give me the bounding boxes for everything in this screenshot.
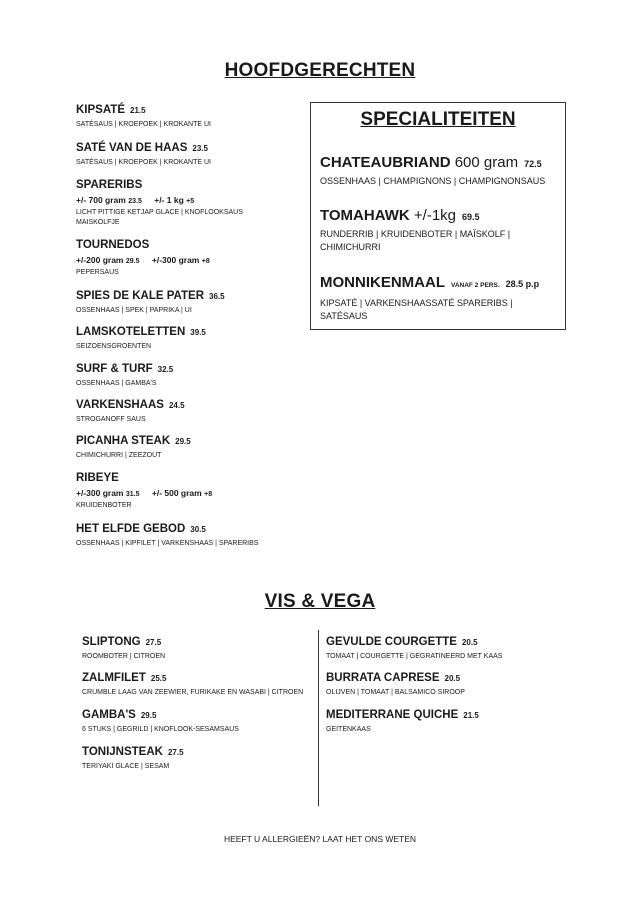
item-price: 21.5 [130,106,146,115]
menu-item [76,398,185,425]
item-description: TERIYAKI GLACE | SESAM [82,763,170,770]
special-name: CHATEAUBRIAND [320,154,451,171]
option-weight: +/-300 gram [76,488,124,498]
item-name: VARKENSHAAS [76,399,164,411]
specials-heading: SPECIALITEITEN [360,109,516,130]
item-name: LAMSKOTELETTEN [76,326,186,338]
menu-item [76,103,211,130]
item-name: MEDITERRANE QUICHE [326,709,459,721]
menu-item [82,708,239,735]
item-name: RIBEYE [76,472,119,484]
item-name: TONIJNSTEAK [82,746,163,758]
item-price: 32.5 [157,365,174,374]
special-detail: +/-1kg [413,207,456,224]
option-weight: +/- 1 kg [154,195,184,205]
special-description: RUNDERRIB | KRUIDENBOTER | MAÏSKOLF | CHIMICHURRI [320,229,511,252]
option-weight: +/-200 gram [76,255,124,265]
item-name: HET ELFDE GEBOD [76,523,186,535]
item-price: 30.5 [190,525,206,534]
option-weight: +/-300 gram [151,255,200,265]
item-name: SLIPTONG [82,636,141,648]
item-name: GAMBA'S [82,709,136,721]
special-item [320,274,560,322]
item-name: SPARERIBS [76,179,143,191]
item-description: OSSENHAAS | GAMBA'S [76,380,157,387]
item-price: 20.5 [461,638,478,647]
item-description: GEITENKAAS [326,726,371,733]
option-weight: +/- 700 gram [76,195,126,205]
special-description: KIPSATÉ | VARKENSHAASSATÉ SPARERIBS | SATÉSAUS [320,298,513,321]
option-price: +8 [201,258,210,265]
item-name: SATÉ VAN DE HAAS [76,142,188,154]
item-name: BURRATA CAPRESE [326,672,440,684]
menu-item [326,671,465,698]
menu-item [76,362,173,389]
menu-item [82,745,184,772]
column-divider [318,630,319,806]
item-description: ROOMBOTER | CITROEN [82,653,166,660]
item-price: 23.5 [192,144,208,153]
special-detail: 600 gram [454,154,519,171]
menu-item [76,141,211,168]
special-item [320,154,560,188]
item-name: SPIES DE KALE PATER [76,290,205,302]
special-price: 28.5 p.p [505,279,540,289]
special-name: MONNIKENMAAL [320,274,445,291]
special-name: TOMAHAWK [320,207,410,224]
item-price: 36.5 [209,292,225,301]
item-description: SATÉSAUS | KROEPOEK | KROKANTE UI [76,121,211,128]
specials-box [310,102,566,330]
menu-item [76,434,191,461]
item-description: LICHT PITTIGE KETJAP GLACE | KNOFLOOKSAUS [76,209,243,216]
item-name: GEVULDE COURGETTE [326,636,457,648]
item-description: TOMAAT | COURGETTE | GEGRATINEERD MET KAAS [326,653,503,660]
item-description: CHIMICHURRI | ZEEZOUT [76,452,162,459]
item-description: KRUIDENBOTER [76,502,132,509]
menu-item [76,325,206,352]
item-price: 29.5 [175,437,191,446]
item-name: TOURNEDOS [76,239,150,251]
special-description: OSSENHAAS | CHAMPIGNONS | CHAMPIGNONSAUS [320,176,546,186]
item-price: 27.5 [145,638,162,647]
item-description: 6 STUKS | GEGRILD | KNOFLOOK-SESAMSAUS [82,726,239,733]
option-price: 29.5 [125,258,140,265]
special-item [320,207,560,253]
item-description: SEIZOENSGROENTEN [76,343,152,350]
option-price: +8 [204,491,213,498]
menu-item [76,522,258,549]
item-name: KIPSATÉ [76,104,125,116]
item-description: OSSENHAAS | SPEK | PAPRIKA | UI [76,307,192,314]
special-price: 69.5 [462,212,480,222]
item-description: OSSENHAAS | KIPFILET | VARKENSHAAS | SPARERIBS [76,540,259,547]
menu-item [82,671,303,698]
item-description: CRUMBLE LAAG VAN ZEEWIER, FURIKAKE EN WASABI | CITROEN [82,689,304,696]
special-price: 72.5 [524,159,542,169]
menu-item [326,708,479,735]
item-price: 20.5 [444,674,461,683]
item-name: SURF & TURF [76,363,153,375]
fish-veg-heading: VIS & VEGA [264,591,376,612]
main-dishes-heading: HOOFDGERECHTEN [224,60,416,81]
menu-item [82,635,165,662]
option-price: 23.5 [128,198,142,205]
allergy-notice: HEEFT U ALLERGIEËN? LAAT HET ONS WETEN [223,834,417,844]
item-description: MAISKOLFJE [76,219,120,226]
item-description: SATÉSAUS | KROEPOEK | KROKANTE UI [76,159,211,166]
menu-item [76,471,212,511]
option-weight: +/- 500 gram [151,488,202,498]
option-price: 31.5 [125,491,140,498]
option-price: +5 [186,198,195,205]
item-price: 25.5 [150,674,167,683]
item-price: 21.5 [463,711,479,720]
menu-item [326,635,502,662]
item-name: ZALMFILET [82,672,146,684]
item-description: OLIJVEN | TOMAAT | BALSAMICO SIROOP [326,689,465,696]
menu-item [76,289,225,316]
item-description: STROGANOFF SAUS [76,416,146,423]
item-name: PICANHA STEAK [76,435,171,447]
menu-item [76,238,210,278]
special-tag: VANAF 2 PERS. [451,282,500,289]
item-description: PEPERSAUS [76,269,119,276]
item-price: 39.5 [190,328,206,337]
item-price: 29.5 [140,711,157,720]
menu-item [76,178,243,228]
item-price: 27.5 [167,748,184,757]
item-price: 24.5 [168,401,185,410]
